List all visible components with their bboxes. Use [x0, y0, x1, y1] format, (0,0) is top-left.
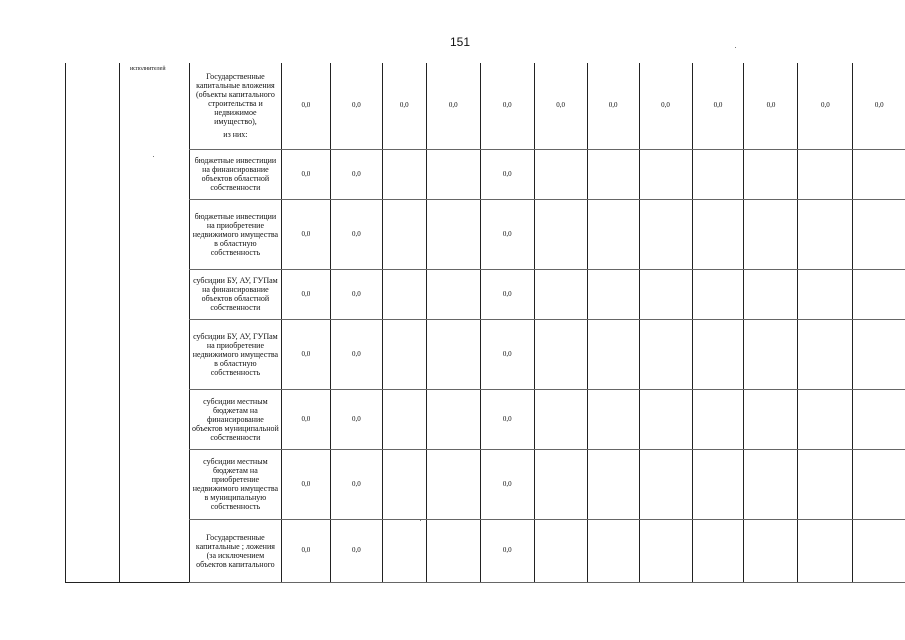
budget-table — [65, 63, 905, 583]
table-row — [66, 519, 905, 582]
value-cell — [798, 519, 853, 582]
scan-speck — [153, 156, 154, 157]
value-cell: 0,0 — [480, 389, 534, 449]
value-cell — [798, 389, 853, 449]
value-cell: 0,0 — [639, 63, 692, 149]
value-cell — [426, 389, 480, 449]
value-cell — [853, 149, 905, 199]
row-description-text: субсидии БУ, АУ, ГУПам на финансирование объектов областной собственности — [193, 276, 278, 312]
value-cell: 0,0 — [744, 63, 798, 149]
value-cell — [382, 149, 426, 199]
value-cell — [426, 199, 480, 269]
row-description — [189, 63, 281, 149]
value-cell — [426, 269, 480, 319]
value-cell: 0,0 — [587, 63, 639, 149]
value-cell — [853, 389, 905, 449]
row-description-text: субсидии местным бюджетам на приобретение недвижимого имущества в муниципальную собственность — [192, 457, 279, 511]
value-cell — [639, 449, 692, 519]
value-cell — [692, 149, 744, 199]
table-row — [66, 269, 905, 319]
value-cell — [639, 389, 692, 449]
row-description — [189, 269, 281, 319]
value-cell — [587, 449, 639, 519]
value-cell: 0,0 — [330, 63, 382, 149]
value-cell: 0,0 — [330, 149, 382, 199]
value-cell — [382, 449, 426, 519]
value-cell — [587, 389, 639, 449]
value-cell: 0,0 — [281, 449, 330, 519]
value-cell — [534, 199, 587, 269]
value-cell — [587, 199, 639, 269]
value-cell: 0,0 — [692, 63, 744, 149]
value-cell — [639, 519, 692, 582]
value-cell — [382, 319, 426, 389]
value-cell: 0,0 — [798, 63, 853, 149]
row-description-text: субсидии местным бюджетам на финансирование объектов муниципальной собственности — [192, 396, 279, 442]
value-cell: 0,0 — [281, 269, 330, 319]
value-cell: 0,0 — [382, 63, 426, 149]
value-cell: 0,0 — [480, 199, 534, 269]
value-cell: 0,0 — [480, 319, 534, 389]
value-cell — [798, 269, 853, 319]
table-row — [66, 389, 905, 449]
value-cell — [692, 269, 744, 319]
value-cell — [853, 319, 905, 389]
value-cell — [744, 449, 798, 519]
value-cell — [639, 149, 692, 199]
value-cell: 0,0 — [534, 63, 587, 149]
blank-column — [66, 63, 120, 582]
value-cell — [382, 269, 426, 319]
row-description-text: бюджетные инвестиции на приобретение недвижимого имущества в областную собственность — [192, 211, 279, 257]
row-description — [189, 199, 281, 269]
value-cell — [587, 319, 639, 389]
executor-cell — [119, 63, 189, 582]
value-cell: 0,0 — [853, 63, 905, 149]
row-description — [189, 519, 281, 582]
value-cell: 0,0 — [281, 199, 330, 269]
table-row — [66, 199, 905, 269]
value-cell: 0,0 — [281, 149, 330, 199]
row-description — [189, 319, 281, 389]
value-cell — [798, 199, 853, 269]
row-description-text: бюджетные инвестиции на финансирование объектов областной собственности — [194, 156, 277, 192]
value-cell: 0,0 — [480, 449, 534, 519]
value-cell — [534, 449, 587, 519]
value-cell: 0,0 — [330, 199, 382, 269]
value-cell — [744, 149, 798, 199]
value-cell — [853, 199, 905, 269]
page-number: 151 — [449, 35, 471, 49]
value-cell — [426, 449, 480, 519]
value-cell — [587, 269, 639, 319]
value-cell: 0,0 — [480, 269, 534, 319]
value-cell — [853, 269, 905, 319]
value-cell — [853, 519, 905, 582]
value-cell — [587, 519, 639, 582]
value-cell — [534, 149, 587, 199]
value-cell: 0,0 — [480, 63, 534, 149]
value-cell — [744, 389, 798, 449]
table-row — [66, 449, 905, 519]
value-cell: 0,0 — [281, 519, 330, 582]
value-cell — [692, 319, 744, 389]
value-cell — [382, 199, 426, 269]
value-cell — [587, 149, 639, 199]
value-cell — [692, 519, 744, 582]
value-cell — [382, 519, 426, 582]
value-cell — [744, 319, 798, 389]
value-cell — [639, 199, 692, 269]
table-row — [66, 63, 905, 149]
executor-label: исполнителей — [129, 66, 166, 72]
value-cell — [692, 389, 744, 449]
row-description — [189, 149, 281, 199]
row-description-text: Государственные капитальные вложения (объекты капитального строительства и недвижимое имущество), — [195, 72, 275, 127]
table-row — [66, 319, 905, 389]
value-cell: 0,0 — [330, 389, 382, 449]
row-note: из них: — [223, 130, 248, 140]
value-cell — [639, 319, 692, 389]
scan-speck — [420, 520, 421, 521]
value-cell — [798, 149, 853, 199]
value-cell — [853, 449, 905, 519]
value-cell — [534, 519, 587, 582]
value-cell: 0,0 — [330, 449, 382, 519]
row-description-text: субсидии БУ, АУ, ГУПам на приобретение недвижимого имущества в областную собственность — [192, 331, 279, 377]
value-cell: 0,0 — [480, 149, 534, 199]
value-cell — [382, 389, 426, 449]
value-cell — [798, 449, 853, 519]
value-cell: 0,0 — [281, 63, 330, 149]
value-cell: 0,0 — [330, 319, 382, 389]
value-cell: 0,0 — [330, 519, 382, 582]
value-cell: 0,0 — [281, 389, 330, 449]
value-cell — [798, 319, 853, 389]
value-cell — [426, 149, 480, 199]
value-cell — [426, 519, 480, 582]
value-cell — [692, 449, 744, 519]
value-cell — [534, 319, 587, 389]
value-cell: 0,0 — [480, 519, 534, 582]
value-cell: 0,0 — [330, 269, 382, 319]
row-description — [189, 449, 281, 519]
row-description — [189, 389, 281, 449]
table-row — [66, 149, 905, 199]
value-cell — [744, 199, 798, 269]
value-cell — [744, 519, 798, 582]
scan-speck — [735, 47, 736, 48]
value-cell — [426, 319, 480, 389]
value-cell: 0,0 — [426, 63, 480, 149]
value-cell: 0,0 — [281, 319, 330, 389]
value-cell — [639, 269, 692, 319]
value-cell — [534, 269, 587, 319]
value-cell — [534, 389, 587, 449]
value-cell — [692, 199, 744, 269]
value-cell — [744, 269, 798, 319]
row-description-text: Государственные капитальные ; ложения (за исключением объектов капитального — [195, 532, 275, 569]
